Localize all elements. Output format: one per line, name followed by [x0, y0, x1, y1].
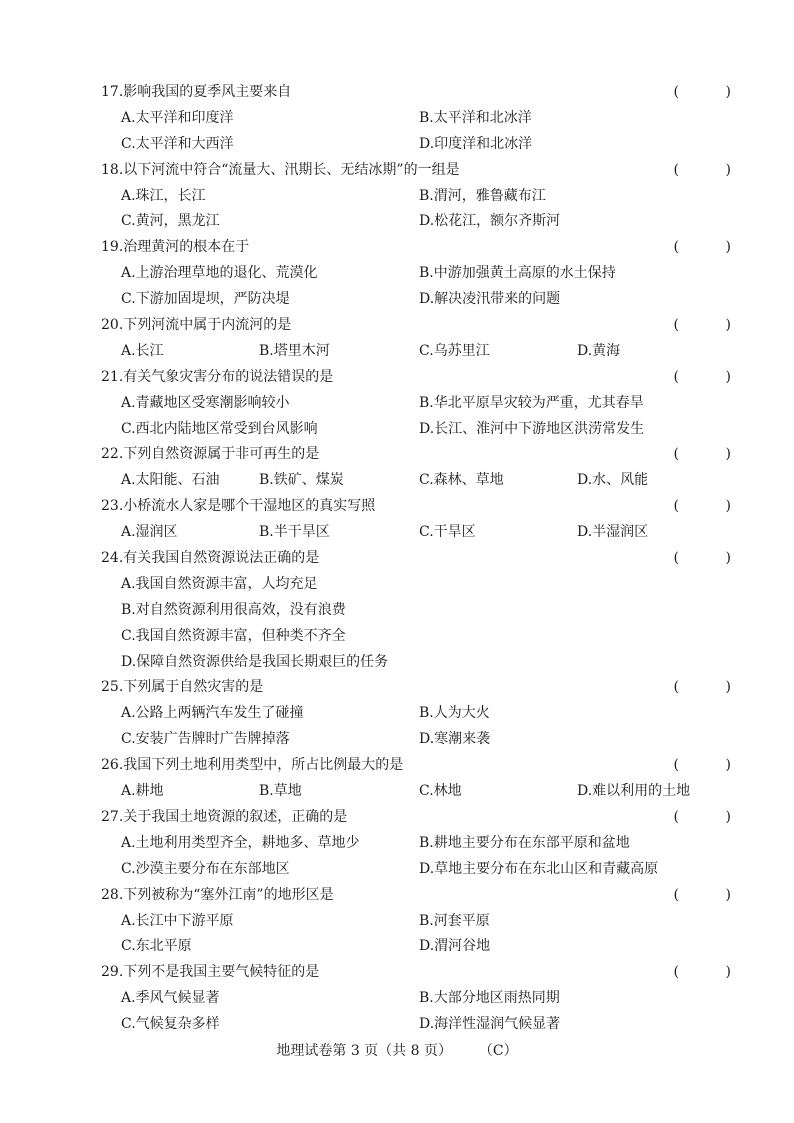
question-item — [101, 158, 741, 236]
question-stem-line — [101, 805, 741, 831]
option-row — [101, 909, 741, 935]
option-row — [101, 209, 741, 235]
answer-option: C.林地 — [419, 783, 462, 800]
answer-option: B.中游加强黄土高原的水土保持 — [419, 265, 616, 282]
answer-paren-left: ( — [673, 317, 679, 334]
answer-option: A.上游治理草地的退化、荒漠化 — [121, 265, 318, 282]
question-item — [101, 235, 741, 313]
answer-paren-right: ) — [725, 317, 731, 334]
answer-option: A.太阳能、石油 — [121, 472, 220, 489]
option-row — [101, 572, 741, 598]
answer-paren-left: ( — [673, 368, 679, 385]
answer-option: C.安装广告牌时广告牌掉落 — [121, 731, 290, 748]
answer-option: D.印度洋和北冰洋 — [419, 135, 533, 152]
answer-option: C.干旱区 — [419, 524, 476, 541]
answer-option: A.长江中下游平原 — [121, 912, 234, 929]
answer-paren-left: ( — [673, 886, 679, 903]
question-stem-line — [101, 313, 741, 339]
answer-paren-right: ) — [725, 239, 731, 256]
question-stem-line — [101, 960, 741, 986]
answer-paren-left: ( — [673, 239, 679, 256]
answer-option: C.东北平原 — [121, 938, 192, 955]
option-row — [101, 701, 741, 727]
answer-option: D.解决凌汛带来的问题 — [419, 291, 561, 308]
option-row — [101, 986, 741, 1012]
answer-option: A.湿润区 — [121, 524, 178, 541]
answer-paren-right: ) — [725, 550, 731, 567]
answer-paren-right: ) — [725, 161, 731, 178]
answer-option: D.松花江，额尔齐斯河 — [419, 213, 561, 230]
option-row — [101, 650, 741, 676]
question-stem-line — [101, 442, 741, 468]
answer-option: C.西北内陆地区常受到台风影响 — [121, 420, 318, 437]
answer-option: B.铁矿、煤炭 — [259, 472, 344, 489]
answer-option: B.人为大火 — [419, 705, 490, 722]
answer-option: C.黄河，黑龙江 — [121, 213, 220, 230]
answer-option: A.太平洋和印度洋 — [121, 109, 234, 126]
answer-option: D.海洋性湿润气候显著 — [419, 1016, 561, 1033]
question-list — [101, 80, 741, 1038]
question-item — [101, 753, 741, 805]
answer-option: D.渭河谷地 — [419, 938, 491, 955]
answer-option: C.太平洋和大西洋 — [121, 135, 234, 152]
footer-paper-code: （C） — [478, 1043, 518, 1059]
question-stem: 23.小桥流水人家是哪个干湿地区的真实写照 — [101, 498, 376, 515]
answer-option: A.我国自然资源丰富，人均充足 — [121, 575, 318, 592]
question-stem-line — [101, 80, 741, 106]
answer-paren-left: ( — [673, 808, 679, 825]
answer-paren-right: ) — [725, 964, 731, 981]
answer-paren-left: ( — [673, 550, 679, 567]
answer-paren-right: ) — [725, 368, 731, 385]
answer-option: B.华北平原旱灾较为严重，尤其春旱 — [419, 394, 644, 411]
answer-paren-left: ( — [673, 964, 679, 981]
answer-option: B.对自然资源利用很高效，没有浪费 — [121, 601, 346, 618]
answer-paren-left: ( — [673, 498, 679, 515]
question-stem-line — [101, 235, 741, 261]
answer-paren-right: ) — [725, 808, 731, 825]
answer-paren-left: ( — [673, 757, 679, 774]
question-stem: 19.治理黄河的根本在于 — [101, 239, 250, 256]
option-row — [101, 184, 741, 210]
question-item — [101, 494, 741, 546]
option-row — [101, 106, 741, 132]
question-stem-line — [101, 675, 741, 701]
option-row — [101, 934, 741, 960]
option-row — [101, 831, 741, 857]
answer-option: C.下游加固堤坝，严防决堤 — [121, 291, 290, 308]
answer-paren-left: ( — [673, 84, 679, 100]
answer-option: A.土地利用类型齐全，耕地多、草地少 — [121, 834, 360, 851]
answer-option: B.大部分地区雨热同期 — [419, 990, 560, 1007]
answer-option: A.珠江，长江 — [121, 187, 206, 204]
question-stem: 28.下列被称为“塞外江南”的地形区是 — [101, 886, 334, 903]
option-row — [101, 132, 741, 158]
option-row — [101, 468, 741, 494]
answer-paren-right: ) — [725, 84, 731, 100]
answer-paren-right: ) — [725, 446, 731, 463]
answer-option: A.耕地 — [121, 783, 164, 800]
answer-option: D.黄海 — [577, 342, 621, 359]
answer-option: A.季风气候显著 — [121, 990, 220, 1007]
question-stem-line — [101, 546, 741, 572]
option-row — [101, 391, 741, 417]
question-item — [101, 313, 741, 365]
question-item — [101, 546, 741, 675]
question-stem-line — [101, 883, 741, 909]
option-row — [101, 779, 741, 805]
question-stem: 24.有关我国自然资源说法正确的是 — [101, 550, 320, 567]
question-stem: 18.以下河流中符合“流量大、汛期长、无结冰期”的一组是 — [101, 161, 460, 178]
answer-option: D.难以利用的土地 — [577, 783, 691, 800]
question-item — [101, 80, 741, 158]
question-item — [101, 883, 741, 961]
option-row — [101, 727, 741, 753]
question-stem: 20.下列河流中属于内流河的是 — [101, 317, 292, 334]
answer-option: B.耕地主要分布在东部平原和盆地 — [419, 834, 630, 851]
footer-page-info: 地理试卷第 3 页（共 8 页） — [276, 1043, 452, 1059]
option-row — [101, 287, 741, 313]
option-row — [101, 1012, 741, 1038]
option-row — [101, 417, 741, 443]
answer-option: B.塔里木河 — [259, 342, 330, 359]
question-item — [101, 960, 741, 1038]
answer-option: B.草地 — [259, 783, 302, 800]
answer-option: D.保障自然资源供给是我国长期艰巨的任务 — [121, 653, 389, 670]
answer-option: D.长江、淮河中下游地区洪涝常发生 — [419, 420, 645, 437]
question-stem: 22.下列自然资源属于非可再生的是 — [101, 446, 320, 463]
answer-option: D.半湿润区 — [577, 524, 649, 541]
option-row — [101, 598, 741, 624]
question-stem: 27.关于我国土地资源的叙述，正确的是 — [101, 808, 348, 825]
answer-option: C.气候复杂多样 — [121, 1016, 220, 1033]
answer-option: C.森林、草地 — [419, 472, 504, 489]
question-item — [101, 805, 741, 883]
question-stem: 26.我国下列土地利用类型中，所占比例最大的是 — [101, 757, 404, 774]
answer-option: B.半干旱区 — [259, 524, 330, 541]
question-stem-line — [101, 158, 741, 184]
answer-option: C.沙漠主要分布在东部地区 — [121, 860, 290, 877]
question-stem: 21.有关气象灾害分布的说法错误的是 — [101, 368, 334, 385]
question-item — [101, 675, 741, 753]
question-stem: 29.下列不是我国主要气候特征的是 — [101, 964, 320, 981]
option-row — [101, 520, 741, 546]
answer-paren-left: ( — [673, 446, 679, 463]
answer-paren-left: ( — [673, 161, 679, 178]
question-stem-line — [101, 365, 741, 391]
answer-paren-right: ) — [725, 498, 731, 515]
option-row — [101, 261, 741, 287]
answer-option: D.草地主要分布在东北山区和青藏高原 — [419, 860, 659, 877]
answer-option: C.乌苏里江 — [419, 342, 490, 359]
option-row — [101, 857, 741, 883]
page-footer — [0, 1040, 794, 1060]
question-stem-line — [101, 494, 741, 520]
question-stem: 17.影响我国的夏季风主要来自 — [101, 84, 292, 100]
answer-paren-right: ) — [725, 757, 731, 774]
answer-option: B.太平洋和北冰洋 — [419, 109, 532, 126]
option-row — [101, 339, 741, 365]
answer-option: A.青藏地区受寒潮影响较小 — [121, 394, 290, 411]
answer-option: B.渭河，雅鲁藏布江 — [419, 187, 546, 204]
answer-option: D.寒潮来袭 — [419, 731, 491, 748]
question-stem: 25.下列属于自然灾害的是 — [101, 679, 264, 696]
answer-option: C.我国自然资源丰富，但种类不齐全 — [121, 627, 346, 644]
option-row — [101, 624, 741, 650]
question-stem-line — [101, 753, 741, 779]
answer-paren-left: ( — [673, 679, 679, 696]
answer-option: D.水、风能 — [577, 472, 649, 489]
question-item — [101, 442, 741, 494]
answer-paren-right: ) — [725, 679, 731, 696]
answer-paren-right: ) — [725, 886, 731, 903]
answer-option: B.河套平原 — [419, 912, 490, 929]
question-item — [101, 365, 741, 443]
answer-option: A.公路上两辆汽车发生了碰撞 — [121, 705, 304, 722]
answer-option: A.长江 — [121, 342, 164, 359]
